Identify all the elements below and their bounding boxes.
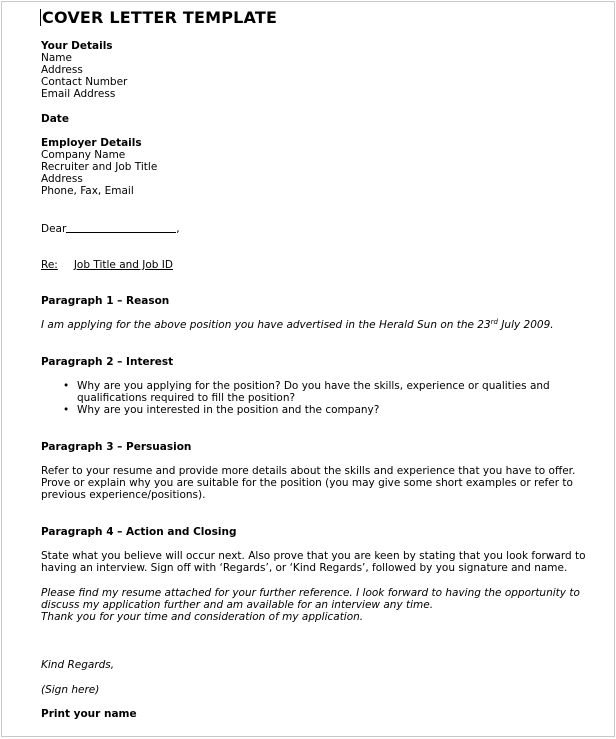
paragraph-3-text: [41, 465, 575, 501]
subject-prefix: Re:: [41, 259, 58, 271]
employer-details-heading: Employer Details: [41, 137, 142, 149]
salutation-suffix: ,: [176, 223, 180, 235]
salutation-blank: [66, 222, 176, 233]
salutation-prefix: Dear: [41, 223, 67, 235]
bullet-line: qualifications required to fill the position?: [77, 392, 296, 404]
detail-line: Name: [41, 52, 72, 64]
p1-text-after: July 2009.: [498, 319, 554, 331]
employer-line: Phone, Fax, Email: [41, 185, 134, 197]
subject-text: Job Title and Job ID: [73, 259, 173, 271]
p1-text-before: I am applying for the above position you have advertised in the Herald Sun on the 23: [41, 319, 491, 331]
p4-italic-line: discuss my application further and am available for an interview any time.: [41, 599, 434, 611]
your-details-section: [41, 40, 127, 100]
employer-line: Address: [41, 173, 83, 185]
p4-italic-line: Please find my resume attached for your further reference. I look forward to having the opportunity to: [41, 587, 580, 599]
your-details-heading: Your Details: [41, 40, 113, 52]
paragraph-4-closing-text: [41, 587, 580, 623]
paragraph-1-text: [41, 319, 554, 331]
detail-line: Contact Number: [41, 76, 128, 88]
title-text: COVER LETTER TEMPLATE: [42, 8, 278, 27]
paragraph-3-heading: Paragraph 3 – Persuasion: [41, 441, 192, 453]
p4-italic-line: Thank you for your time and consideration of my application.: [41, 611, 364, 623]
detail-line: Address: [41, 64, 83, 76]
sign-here: (Sign here): [41, 684, 100, 696]
p3-line: previous experience/positions).: [41, 489, 206, 501]
bullet-line: Why are you applying for the position? Do you have the skills, experience or qualities and: [77, 380, 550, 392]
employer-details-section: [41, 137, 157, 197]
p3-line: Prove or explain why you are suitable for the position (you may give some short examples or refer to: [41, 477, 573, 489]
p4-line: State what you believe will occur next. Also prove that you are keen by stating that you look forward to: [41, 550, 586, 562]
date-label: Date: [41, 113, 69, 125]
salutation: [41, 222, 180, 235]
employer-line: Company Name: [41, 149, 126, 161]
print-your-name: Print your name: [41, 708, 137, 720]
paragraph-4-heading: Paragraph 4 – Action and Closing: [41, 526, 237, 538]
bullet-item: [41, 404, 550, 416]
paragraph-4-text: [41, 550, 586, 574]
detail-line: Email Address: [41, 88, 116, 100]
subject-line: [41, 259, 173, 271]
bullet-item: [41, 380, 550, 404]
bullet-icon: •: [63, 404, 70, 416]
p3-line: Refer to your resume and provide more details about the skills and experience that you have to offer.: [41, 465, 576, 477]
p4-line: having an interview. Sign off with ‘Regards’, or ‘Kind Regards’, followed by you signature and name.: [41, 562, 568, 574]
p1-superscript: rd: [490, 318, 498, 326]
paragraph-1-heading: Paragraph 1 – Reason: [41, 295, 170, 307]
employer-line: Recruiter and Job Title: [41, 161, 158, 173]
bullet-line: Why are you interested in the position and the company?: [77, 404, 380, 416]
kind-regards: Kind Regards,: [41, 659, 115, 671]
document-title: [40, 8, 277, 27]
paragraph-2-heading: Paragraph 2 – Interest: [41, 356, 174, 368]
paragraph-2-bullets: [41, 380, 550, 416]
bullet-icon: •: [63, 380, 70, 392]
text-cursor: [40, 9, 41, 26]
document-page: [1, 1, 615, 737]
